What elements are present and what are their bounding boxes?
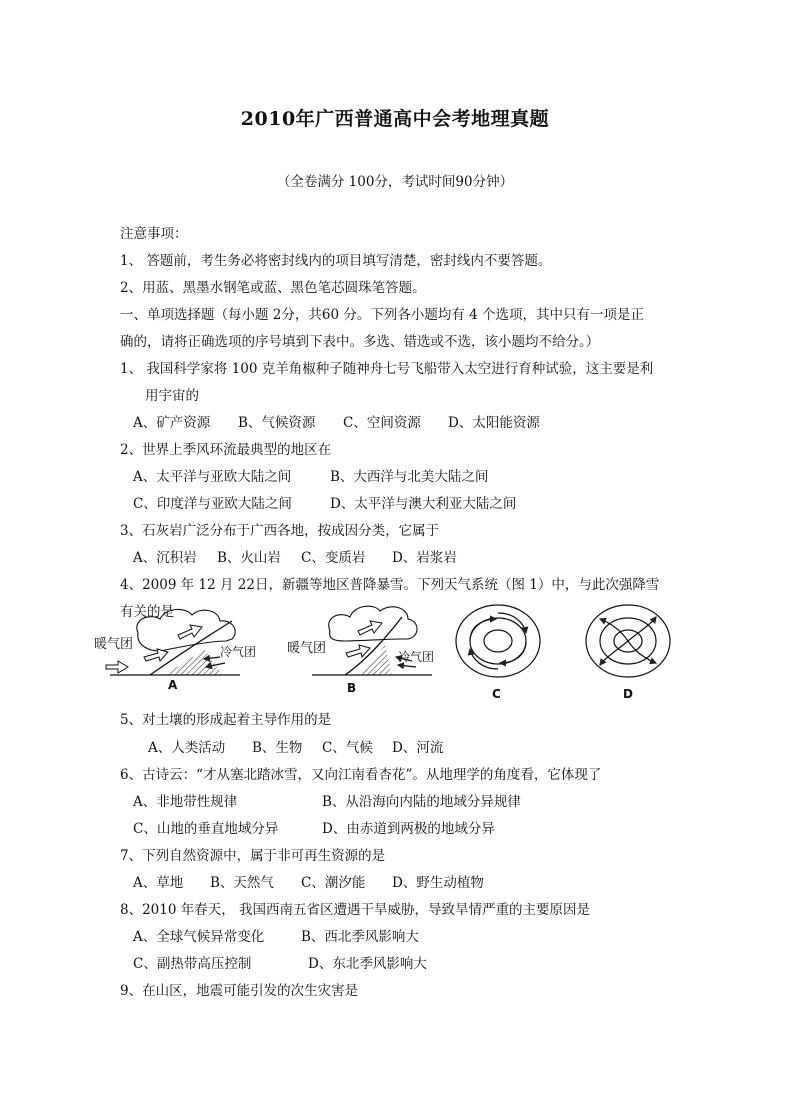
question-2-option-b: B、大西洋与北美大陆之间 [330,469,489,485]
question-1-option-d: D、太阳能资源 [448,415,540,431]
question-1-option-a: A、矿产资源 [133,415,211,431]
question-3-option-b: B、火山岩 [217,550,281,566]
cold-air-label-b: 冷气团 [398,650,435,664]
cold-air-label-a: 冷气团 [220,645,257,659]
figure-label-d: D [623,687,633,701]
question-3-text: 3、石灰岩广泛分布于广西各地，按成因分类，它属于 [120,523,440,539]
question-7-option-a: A、草地 [133,875,184,891]
notice-item-1: 1、 答题前，考生务必将密封线内的项目填写清楚，密封线内不要答题。 [120,253,552,269]
question-3-option-c: C、变质岩 [301,550,366,566]
warm-air-label-a: 暖气团 [94,637,134,652]
question-1-option-c: C、空间资源 [343,415,421,431]
question-9-text: 9、在山区，地震可能引发的次生灾害是 [120,983,359,999]
question-2-option-c: C、印度洋与亚欧大陆之间 [133,496,292,512]
notice-heading: 注意事项： [120,226,188,242]
figure-label-b: B [347,681,357,695]
question-4-text-cont: 有关的是 [120,604,174,620]
question-6-option-c: C、山地的垂直地域分异 [133,821,279,837]
diagram-d-anticyclone [586,605,670,677]
question-8-option-a: A、全球气候异常变化 [133,929,265,945]
question-8-option-b: B、西北季风影响大 [301,929,419,945]
question-6-option-d: D、由赤道到两极的地域分异 [322,821,495,837]
question-6-text: 6、古诗云：“才从塞北踏冰雪，又向江南看杏花”。从地理学的角度看，它体现了 [120,767,602,783]
figure-label-a: A [168,678,178,692]
section-instructions-line-2: 确的，请将正确选项的序号填到下表中。多选、错选或不选，该小题均不给分。） [120,334,600,350]
question-8-option-c: C、副热带高压控制 [133,956,252,972]
warm-air-label-b: 暖气团 [287,641,327,656]
question-3-option-d: D、岩浆岩 [392,550,457,566]
question-2-option-a: A、太平洋与亚欧大陆之间 [133,469,292,485]
question-1-text: 1、 我国科学家将 100 克羊角椒种子随神舟七号飞船带入太空进行育种试验，这主要是利 [120,361,654,377]
question-1-text-cont: 用宇宙的 [145,388,199,404]
notice-item-2: 2、用蓝、黑墨水钢笔或蓝、黑色笔芯圆珠笔答题。 [120,280,426,296]
diagram-c-cyclone [456,605,540,677]
question-6-option-b: B、从沿海向内陆的地域分异规律 [322,794,521,810]
question-8-option-d: D、东北季风影响大 [308,956,427,972]
question-6-option-a: A、非地带性规律 [133,794,238,810]
figure-label-c: C [492,687,501,701]
question-2-option-d: D、太平洋与澳大利亚大陆之间 [330,496,517,512]
exam-info: （全卷满分 100分，考试时间90分钟） [276,174,514,190]
page-title: 2010年广西普通高中会考地理真题 [240,108,550,130]
question-5-option-b: B、生物 [252,740,303,756]
question-3-option-a: A、沉积岩 [133,550,197,566]
question-1-option-b: B、气候资源 [238,415,316,431]
question-7-option-b: B、天然气 [210,875,274,891]
question-5-text: 5、对土壤的形成起着主导作用的是 [120,712,332,728]
question-7-option-d: D、野生动植物 [392,875,484,891]
question-7-option-c: C、潮汐能 [301,875,366,891]
question-4-text: 4、2009 年 12 月 22日，新疆等地区普降暴雪。下列天气系统（图 1）中，与此次强降雪 [120,577,660,593]
question-8-text: 8、2010 年春天， 我国西南五省区遭遇干旱威胁，导致旱情严重的主要原因是 [120,902,591,918]
section-instructions-line-1: 一、单项选择题（每小题 2分，共60 分。下列各小题均有 4 个选项，其中只有一项是正 [120,307,645,323]
question-2-text: 2、世界上季风环流最典型的地区在 [120,442,332,458]
question-5-option-d: D、河流 [392,740,444,756]
question-7-text: 7、下列自然资源中，属于非可再生资源的是 [120,848,386,864]
question-5-option-a: A、人类活动 [148,740,226,756]
question-5-option-c: C、气候 [322,740,373,756]
